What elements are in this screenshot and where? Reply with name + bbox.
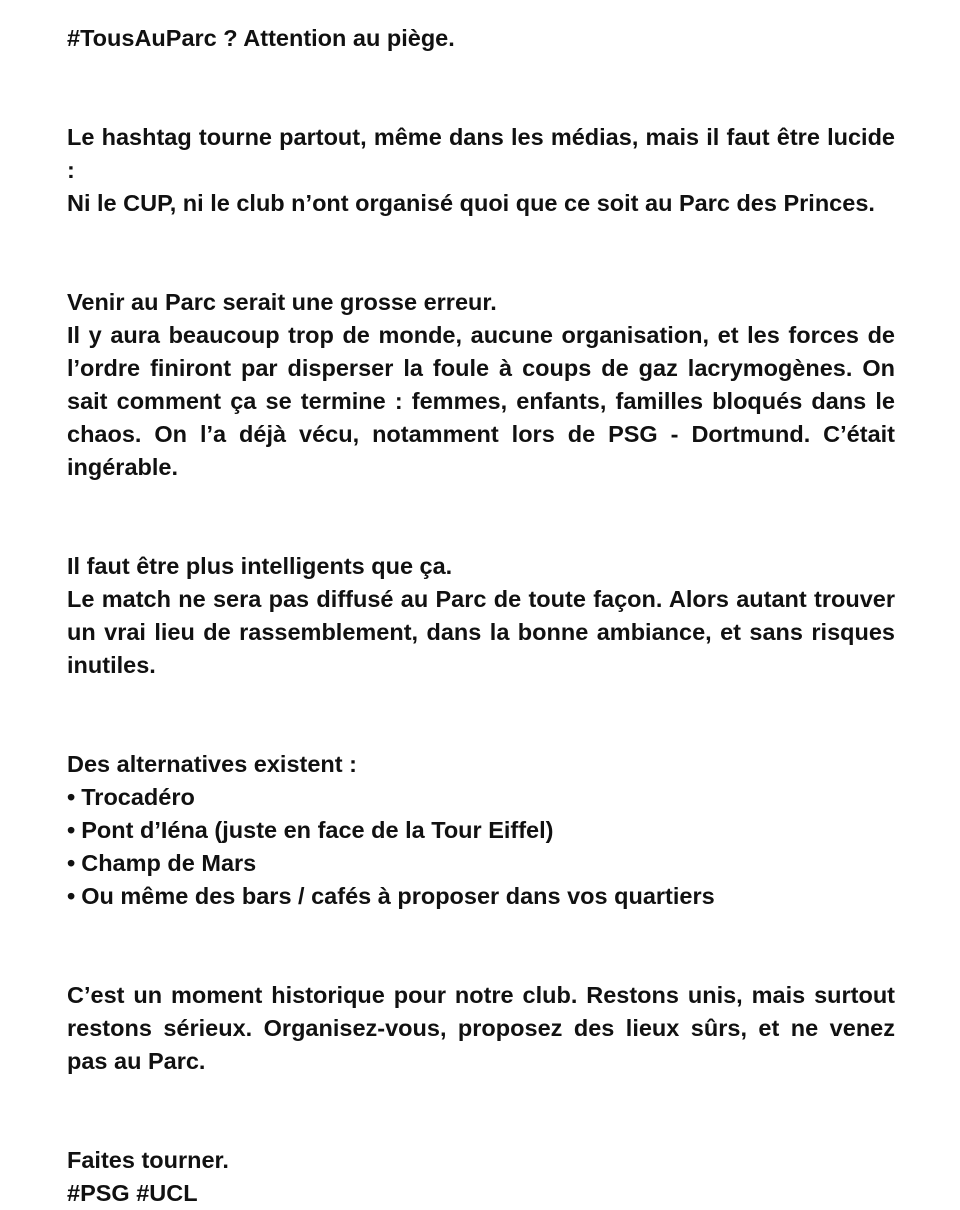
document-title: #TousAuParc ? Attention au piège. [67,25,455,51]
list-item-text: Champ de Mars [81,850,257,876]
spacer [67,484,895,550]
paragraph-advice [67,550,895,682]
spacer [67,913,895,979]
alternatives-heading: Des alternatives existent : [67,751,357,777]
spacer [67,1078,895,1144]
paragraph-line: Il faut être plus intelligents que ça. [67,553,453,579]
paragraph-line: Le match ne sera pas diffusé au Parc de toute façon. Alors autant trouver un vrai lieu de rassemblement, dans la bonne ambiance, et sans risques inutiles. [67,586,895,678]
paragraph-line: Le hashtag tourne partout, même dans les médias, mais il faut être lucide : [67,124,895,183]
alternatives-section [67,748,895,913]
list-item [67,781,895,814]
list-item [67,847,895,880]
list-item-text: Ou même des bars / cafés à proposer dans vos quartiers [81,883,715,909]
paragraph-hashtag-warning [67,121,895,220]
paragraph-line: Venir au Parc serait une grosse erreur. [67,289,497,315]
paragraph-risk [67,286,895,484]
paragraph-historic-moment: C’est un moment historique pour notre club. Restons unis, mais surtout restons sérieux. Organisez-vous, proposez des lieux sûrs, et ne venez pas au Parc. [67,982,895,1074]
list-item-text: Trocadéro [81,784,195,810]
hashtags-line: #PSG #UCL [67,1180,198,1206]
spacer [67,55,895,121]
paragraph-line: Il y aura beaucoup trop de monde, aucune organisation, et les forces de l’ordre finiront par disperser la foule à coups de gaz lacrymogènes. On sait comment ça se termine : femmes, enfants, familles bloqués dans le chaos. On l’a déjà vécu, notamment lors de PSG - Dortmund. C’était ingérable. [67,322,895,480]
spacer [67,220,895,286]
list-item-text: Pont d’Iéna (juste en face de la Tour Eiffel) [81,817,554,843]
list-item [67,880,895,913]
bullet-icon: • [67,817,76,843]
spacer [67,682,895,748]
bullet-icon: • [67,784,76,810]
list-item [67,814,895,847]
bullet-icon: • [67,850,76,876]
bullet-icon: • [67,883,76,909]
closing-line: Faites tourner. [67,1147,229,1173]
alternatives-list [67,781,895,913]
paragraph-line: Ni le CUP, ni le club n’ont organisé quoi que ce soit au Parc des Princes. [67,190,875,216]
document-body [67,22,895,1210]
